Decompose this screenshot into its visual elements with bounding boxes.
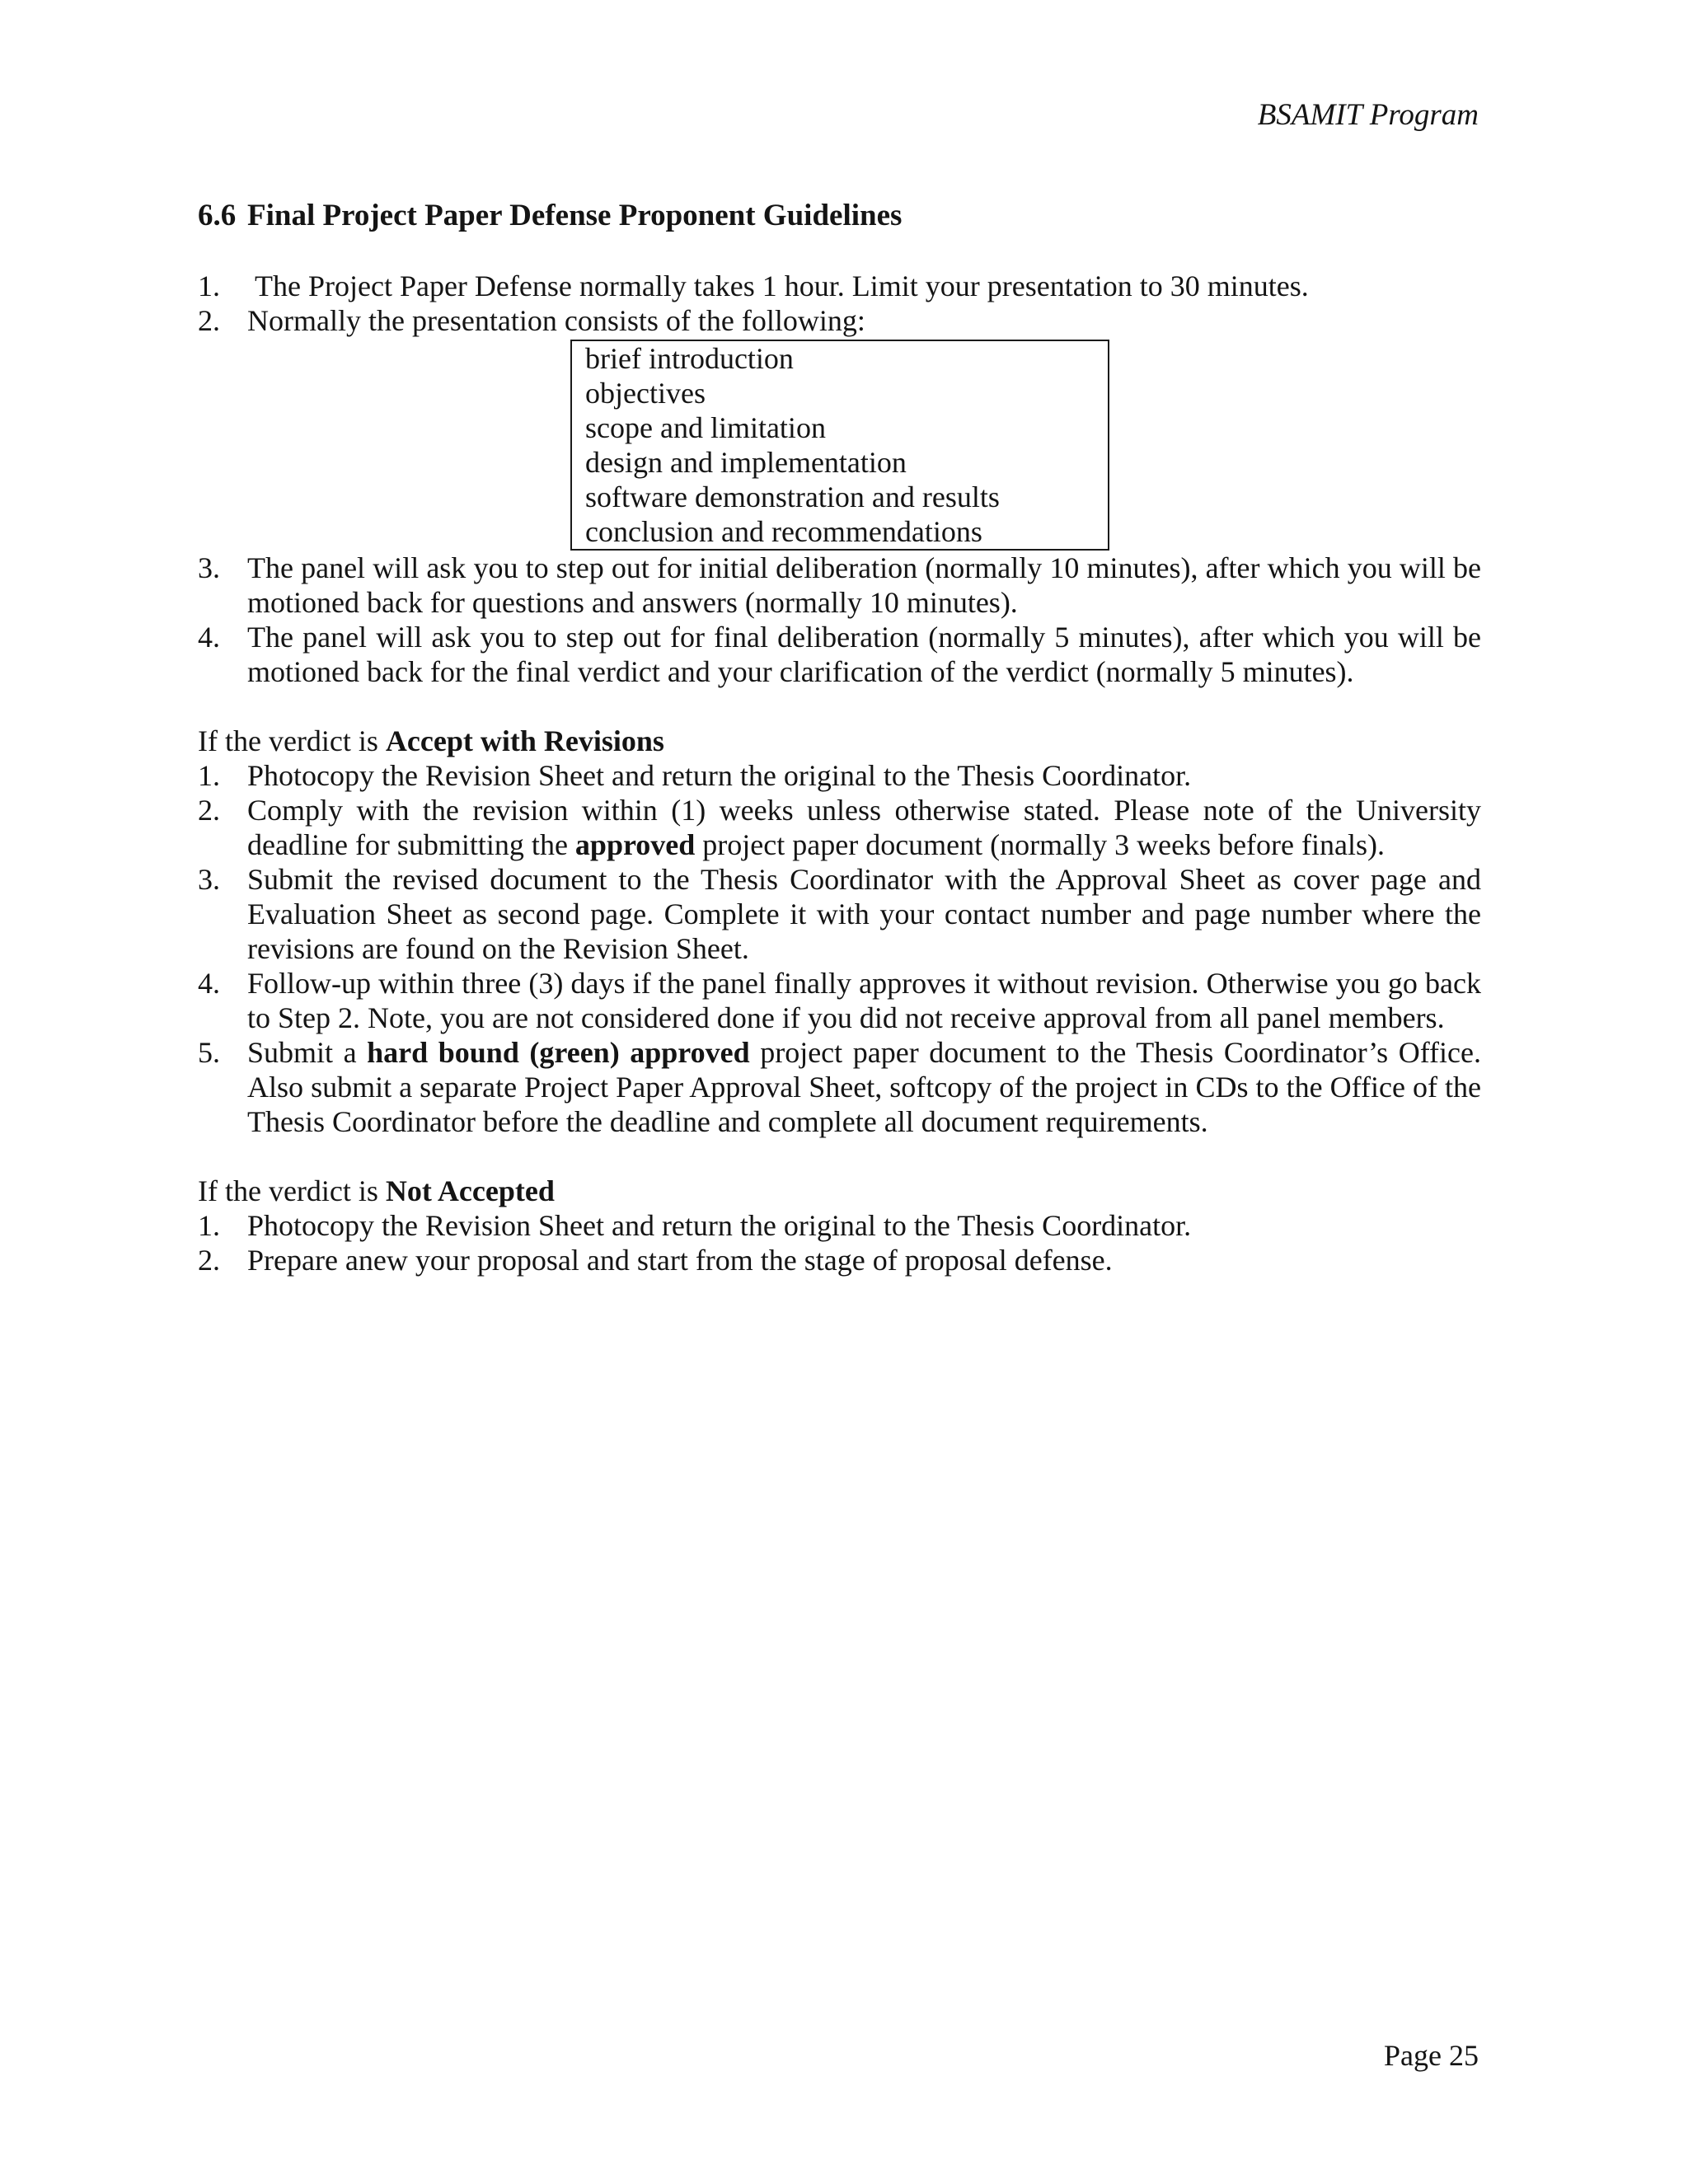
verdict-lead: If the verdict is — [198, 1174, 386, 1207]
list-number: 4. — [198, 967, 220, 1000]
section-number: 6.6 — [198, 199, 237, 232]
step-text-bold: approved — [574, 828, 696, 861]
list-number: 1. — [198, 759, 220, 792]
list-number: 3. — [198, 863, 220, 896]
step-text-bold: hard bound (green) approved — [367, 1036, 750, 1069]
step-item — [198, 862, 1481, 966]
presentation-topics-box — [570, 340, 1109, 551]
step-item — [198, 793, 1481, 862]
list-number: 1. — [198, 269, 220, 302]
verdict-label: Accept with Revisions — [385, 724, 664, 757]
section-title: Final Project Paper Defense Proponent Guidelines — [247, 199, 903, 232]
topic-item: conclusion and recommendations — [585, 515, 982, 548]
step-item — [198, 1208, 1481, 1243]
list-number: 1. — [198, 1209, 220, 1242]
step-text: Submit the revised document to the Thesis Coordinator with the Approval Sheet as cover page and Evaluation Sheet as second page. Complete it with your contact number and page number where the revisions are found on the Revision Sheet. — [247, 863, 1481, 965]
topic-item: software demonstration and results — [585, 480, 1000, 513]
guideline-item — [198, 269, 1481, 303]
topic-item: scope and limitation — [585, 411, 826, 444]
page-content — [198, 196, 1481, 1277]
step-item — [198, 1243, 1481, 1277]
step-text-pre: Submit a — [247, 1036, 368, 1069]
step-text-post: project paper document (normally 3 weeks before finals). — [695, 828, 1385, 861]
step-item — [198, 966, 1481, 1035]
guideline-item — [198, 620, 1481, 689]
list-number: 2. — [198, 304, 220, 337]
accept-with-revisions-heading — [198, 724, 1481, 758]
list-number: 4. — [198, 621, 220, 654]
list-number: 2. — [198, 1244, 220, 1277]
step-item — [198, 758, 1481, 793]
verdict-label: Not Accepted — [385, 1174, 555, 1207]
guideline-text: The Project Paper Defense normally takes 1 hour. Limit your presentation to 30 minutes. — [255, 269, 1309, 302]
step-text-post: project paper document to the Thesis Coordinator’s Office. Also submit a separate Project Paper Approval Sheet, softcopy of the project in CDs to the Office of the Thesis Coordinator before the deadline and complete all document requirements. — [247, 1036, 1481, 1138]
topic-item: design and implementation — [585, 446, 907, 479]
verdict-lead: If the verdict is — [198, 724, 386, 757]
running-header: BSAMIT Program — [1257, 98, 1479, 132]
section-heading — [198, 196, 1481, 236]
guidelines-list — [198, 269, 1481, 338]
guideline-item — [198, 551, 1481, 620]
guideline-text: The panel will ask you to step out for final deliberation (normally 5 minutes), after which you will be motioned back for the final verdict and your clarification of the verdict (normally 5 minutes). — [247, 621, 1481, 688]
guideline-item — [198, 303, 1481, 338]
page-number: Page 25 — [1384, 2039, 1479, 2072]
accept-with-revisions-steps — [198, 758, 1481, 1139]
list-number: 3. — [198, 551, 220, 584]
step-text: Photocopy the Revision Sheet and return the original to the Thesis Coordinator. — [247, 759, 1192, 792]
list-number: 5. — [198, 1036, 220, 1069]
step-text: Follow-up within three (3) days if the panel finally approves it without revision. Otherwise you go back to Step 2. Note, you are not considered done if you did not receive approval from all panel members. — [247, 967, 1481, 1034]
step-item — [198, 1035, 1481, 1139]
guideline-text: Normally the presentation consists of the following: — [247, 304, 865, 337]
step-text: Photocopy the Revision Sheet and return the original to the Thesis Coordinator. — [247, 1209, 1192, 1242]
step-text: Prepare anew your proposal and start from the stage of proposal defense. — [247, 1244, 1113, 1277]
not-accepted-heading — [198, 1174, 1481, 1208]
not-accepted-steps — [198, 1208, 1481, 1277]
guidelines-list-continued — [198, 551, 1481, 689]
list-number: 2. — [198, 794, 220, 827]
topic-item: objectives — [585, 377, 706, 410]
step-text-pre: Comply with the revision within (1) weeks unless otherwise stated. Please note of the University deadline for submitting the — [247, 794, 1481, 861]
topic-item: brief introduction — [585, 342, 794, 375]
guideline-text: The panel will ask you to step out for initial deliberation (normally 10 minutes), after which you will be motioned back for questions and answers (normally 10 minutes). — [247, 551, 1481, 619]
